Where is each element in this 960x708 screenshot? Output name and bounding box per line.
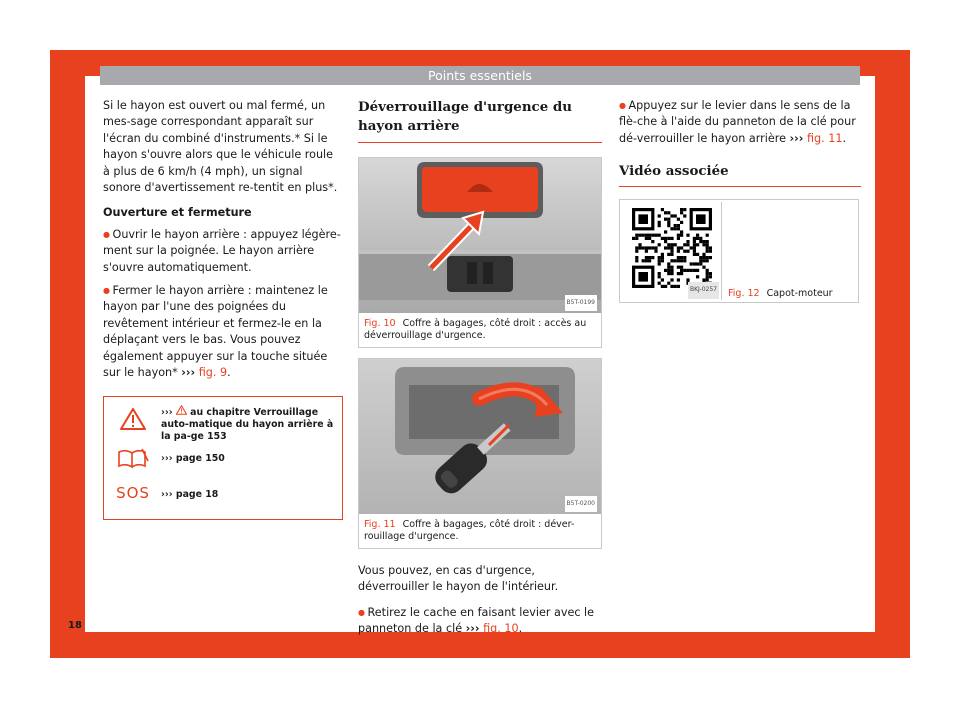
bullet-press-lever-text: Appuyez sur le levier dans le sens de la flè-che à l'aide du panneton de la clé pour dé-verrouiller le hayon arrière (619, 99, 856, 145)
figure-10-id: B5T-0199 (565, 295, 597, 311)
ref-arrows: ››› (181, 366, 196, 380)
figure-12-label: Fig. 12 (728, 287, 760, 299)
fig11-link[interactable]: fig. 11 (806, 131, 843, 145)
bullet-close-text: Fermer le hayon arrière : maintenez le hayon par l'une des poignées du revêtement intérieur et fermez-le en la déplaçant vers le bas. Vous pouvez également appuyer sur la touche située sur le hayon* (103, 284, 328, 380)
figure-11-caption-text: Coffre à bagages, côté droit : déver-rouillage d'urgence. (364, 519, 575, 542)
figure-10-caption (359, 313, 601, 347)
warning-text-2 (161, 453, 225, 465)
column-3 (619, 98, 861, 303)
bullet-open-text: Ouvrir le hayon arrière : appuyez légère-ment sur la poignée. Le hayon arrière s'ouvre automatiquement. (103, 227, 341, 274)
bullet-press-lever-end: . (842, 131, 847, 145)
column-2 (358, 98, 602, 645)
figure-10 (358, 157, 602, 348)
section-heading-video: Vidéo associée (619, 163, 861, 186)
warning-text-3 (161, 489, 218, 501)
warning-ref-chapter[interactable]: au chapitre Verrouillage auto-matique du hayon arrière à la pa-ge 153 (161, 406, 334, 442)
figure-10-image (359, 158, 601, 313)
ref-arrows: ››› (161, 488, 173, 500)
page-number: 18 (68, 620, 82, 631)
bullet-remove-cover (358, 605, 602, 638)
ref-arrows: ››› (161, 406, 173, 418)
figure-12 (619, 199, 859, 303)
ref-arrows: ››› (161, 452, 173, 464)
ref-arrows: ››› (465, 622, 480, 636)
figure-11-image (359, 359, 601, 514)
figure-11 (358, 358, 602, 549)
qr-code[interactable] (622, 202, 722, 300)
figure-12-caption-text: Capot-moteur (766, 287, 833, 299)
warning-box (103, 396, 343, 520)
bullet-close-tailgate (103, 283, 341, 381)
bullet-close-end: . (227, 366, 231, 380)
subheading-opening-closing: Ouverture et fermeture (103, 206, 252, 220)
section-header: Points essentiels (100, 66, 860, 85)
figure-10-caption-text: Coffre à bagages, côté droit : accès au déverrouillage d'urgence. (364, 318, 587, 341)
figure-11-id: B5T-0200 (565, 496, 597, 512)
warning-triangle-icon (176, 405, 187, 415)
warning-triangle-icon (112, 408, 154, 435)
figure-11-caption (359, 514, 601, 548)
fig10-link[interactable]: fig. 10 (483, 622, 519, 636)
book-icon (112, 447, 154, 474)
bullet-remove-cover-end: . (518, 622, 523, 636)
bullet-remove-cover-text: Retirez le cache en faisant levier avec le panneton de la clé (358, 605, 595, 636)
emergency-paragraph: Vous pouvez, en cas d'urgence, déverrouiller le hayon de l'intérieur. (358, 564, 559, 594)
figure-12-id: BKJ-0257 (688, 282, 719, 298)
bullet-press-lever (619, 98, 861, 147)
bullet-open-tailgate (103, 227, 341, 276)
figure-12-caption (728, 286, 833, 302)
sos-page-ref[interactable]: page 18 (175, 488, 219, 500)
warning-text-1 (161, 405, 337, 443)
figure-11-label: Fig. 11 (364, 519, 396, 530)
sos-icon: SOS (116, 483, 150, 502)
ref-arrows: ››› (789, 131, 804, 145)
book-page-ref[interactable]: page 150 (175, 452, 225, 464)
column-1 (103, 98, 341, 520)
intro-paragraph: Si le hayon est ouvert ou mal fermé, un mes-sage correspondant apparaît sur l'écran du combiné d'instruments.* Si le hayon s'ouvre alors que le véhicule roule à plus de 6 km/h (4 mph), un signal sonore d'avertissement re-tentit en plus*. (103, 99, 338, 195)
figure-10-label: Fig. 10 (364, 318, 396, 329)
section-heading-emergency-unlock: Déverrouillage d'urgence du hayon arrière (358, 98, 602, 143)
fig9-link[interactable]: fig. 9 (198, 366, 228, 380)
